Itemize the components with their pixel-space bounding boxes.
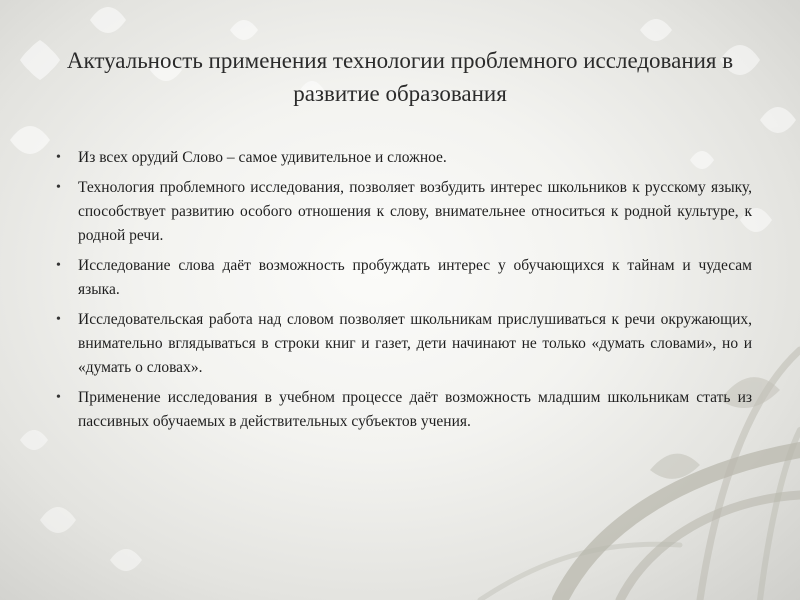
bullet-text: Технология проблемного исследования, позволяет возбудить интерес школьников к русскому языку, способствует развитию особого отношения к слову, внимательнее относиться к родной культуре, к родной речи. [78,179,752,244]
bullet-text: Применение исследования в учебном процессе даёт возможность младшим школьникам стать из пассивных обучаемых в действительных субъектов учения. [78,389,752,430]
bullet-item [56,386,752,434]
bullet-marker: • [56,390,61,405]
bullet-text: Исследование слова даёт возможность пробуждать интерес у обучающихся к тайнам и чудесам языка. [78,257,752,298]
bullet-item [56,146,752,170]
bullet-marker: • [56,312,61,327]
bullet-item [56,176,752,248]
slide-title: Актуальность применения технологии проблемного исследования в развитие образования [66,48,734,106]
bullet-marker: • [56,150,61,165]
bullet-list [56,146,752,440]
bullet-text: Из всех орудий Слово – самое удивительное и сложное. [78,149,447,166]
bullet-item [56,254,752,302]
bullet-item [56,308,752,380]
bullet-marker: • [56,180,61,195]
bullet-marker: • [56,258,61,273]
bullet-text: Исследовательская работа над словом позволяет школьникам прислушиваться к речи окружающих, внимательно вглядываться в строки книг и газет, дети начинают не только «думать словами», но и «думать о словах». [78,311,752,376]
